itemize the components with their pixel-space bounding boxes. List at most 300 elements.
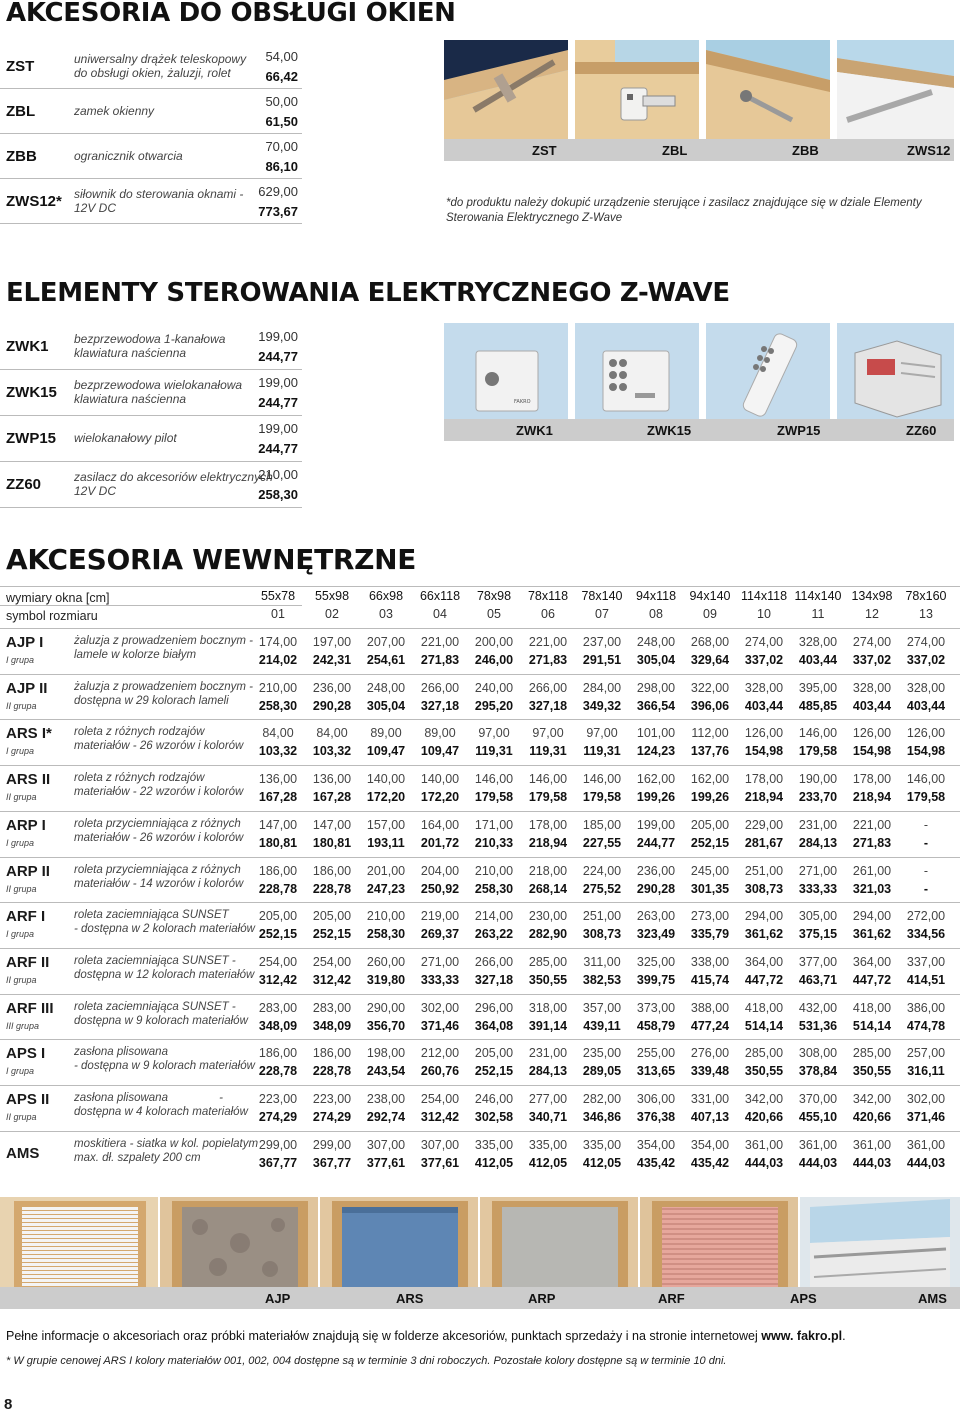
price-net-cell: 294,00: [744, 909, 784, 924]
price-gross-cell: 412,05: [474, 1155, 514, 1170]
product-description: [74, 863, 254, 891]
price-gross-cell: 356,70: [366, 1018, 406, 1033]
price-gross-cell: 361,62: [852, 927, 892, 942]
price-net-cell: 162,00: [690, 772, 730, 787]
price-net-cell: 97,00: [586, 726, 618, 741]
price-gross-cell: 119,31: [475, 744, 513, 759]
price-gross-cell: 485,85: [798, 698, 838, 713]
price-net-cell: 342,00: [852, 1092, 892, 1106]
footer-website-link[interactable]: www. fakro.pl: [761, 1329, 843, 1343]
product-description-line: roleta z różnych rodzajów: [74, 772, 205, 785]
zwk1-device-text: FAKRO: [514, 399, 531, 405]
price-net-cell: 361,00: [744, 1137, 784, 1152]
blind-slat: [22, 1223, 138, 1226]
price-net-cell: 136,00: [258, 772, 298, 787]
price-net-cell: 205,00: [474, 1046, 514, 1061]
blind-slat: [22, 1215, 138, 1218]
column-header-symbol: 08: [649, 607, 663, 621]
table-header-label-dimensions: wymiary okna [cm]: [6, 591, 110, 605]
blind-slat: [22, 1243, 138, 1246]
price-gross-cell: 137,76: [690, 744, 730, 759]
price-gross-cell: 377,61: [420, 1155, 460, 1170]
footer-info: [6, 1329, 846, 1343]
price-net-cell: 354,00: [636, 1137, 676, 1152]
photo-zws12: [837, 40, 954, 139]
photo-label-zwk15: ZWK15: [647, 423, 692, 438]
column-header-size: 94x118: [635, 589, 677, 603]
photo-ars: [160, 1197, 318, 1287]
price-net-cell: 305,00: [798, 909, 838, 924]
blind-slat: [22, 1259, 138, 1262]
price-gross-cell: 252,15: [690, 835, 730, 850]
price-net-cell: 164,00: [420, 817, 460, 832]
price-gross-cell: 179,58: [906, 790, 946, 805]
column-header-size: 55x98: [314, 589, 350, 603]
product-description: [74, 378, 242, 406]
price-net-cell: 157,00: [366, 817, 406, 832]
table-row: [0, 994, 960, 1040]
price-net-cell: 318,00: [528, 1000, 568, 1015]
price-gross: 61,50: [265, 113, 298, 129]
product-description-line: zasilacz do akcesoriów elektrycznych: [74, 470, 273, 484]
table-row: [0, 765, 960, 811]
photo-zbb: [706, 40, 830, 139]
price-net-cell: 84,00: [316, 726, 348, 741]
price-net-cell: 178,00: [528, 817, 568, 832]
price-net-cell: 299,00: [258, 1137, 298, 1152]
blind-slat: [22, 1275, 138, 1278]
price-net-cell: 325,00: [636, 954, 676, 969]
price-net-cell: 205,00: [258, 909, 298, 924]
price-net-cell: 299,00: [312, 1137, 352, 1152]
price-net-cell: 236,00: [636, 863, 676, 878]
price-gross-cell: 447,72: [744, 972, 784, 987]
price-gross-cell: 447,72: [852, 972, 892, 987]
price-gross-cell: 531,36: [798, 1018, 838, 1033]
price-net-cell: 311,00: [583, 954, 621, 969]
price-gross-cell: 377,61: [366, 1155, 406, 1170]
photo-label-zz60: ZZ60: [906, 423, 937, 438]
price-net-cell: 274,00: [906, 635, 946, 649]
table-row: [0, 674, 960, 720]
column-header-size: 66x118: [419, 589, 461, 603]
price-gross-cell: 403,44: [744, 698, 784, 713]
price-net-cell: 290,00: [366, 1000, 406, 1015]
photo-zwk15: [575, 323, 699, 419]
price-net-cell: 276,00: [690, 1046, 730, 1061]
price-gross-cell: 275,52: [582, 881, 622, 896]
price-net-cell: 268,00: [690, 635, 730, 649]
price-net-cell: 199,00: [636, 817, 676, 832]
section-title-interior: AKCESORIA WEWNĘTRZNE: [6, 543, 417, 576]
price-gross-cell: 291,51: [582, 653, 622, 667]
table-row: [0, 1085, 960, 1131]
section-title-window-accessories: AKCESORIA DO OBSŁUGI OKIEN: [6, 0, 456, 28]
product-description-line: roleta zaciemniająca SUNSET -: [74, 954, 236, 967]
price-net-cell: 251,00: [582, 909, 622, 924]
price-gross-cell: 180,81: [312, 835, 352, 850]
price-gross-cell: 335,79: [690, 927, 730, 942]
price-gross-cell: 179,58: [582, 790, 622, 805]
price-net-cell: 89,00: [424, 726, 456, 741]
footer-note: * W grupie cenowej ARS I kolory materiałów 001, 002, 004 dostępne są w terminie 3 dni roboczych. Pozostałe kolory dostępne są w terminie 10 dni.: [6, 1355, 727, 1367]
product-description-line: materiałów - 26 wzorów i kolorów: [74, 740, 244, 753]
price-gross-cell: 337,02: [906, 653, 946, 667]
product-code: AMS: [6, 1144, 40, 1162]
product-description: [74, 1137, 259, 1165]
price-gross-cell: 269,37: [420, 927, 460, 942]
price-net-cell: 126,00: [852, 726, 892, 741]
product-description-line: bezprzewodowa wielokanałowa: [74, 378, 243, 392]
price-gross-cell: 407,13: [690, 1110, 730, 1124]
price-gross-cell: 242,31: [312, 653, 352, 667]
price-gross-cell: 154,98: [852, 744, 892, 759]
table-row: [0, 811, 960, 857]
product-photos-zwave: [444, 323, 954, 441]
column-header-size: 94x140: [689, 589, 731, 603]
price-gross-cell: 172,20: [420, 790, 460, 805]
price-gross-cell: 316,11: [907, 1064, 945, 1079]
price-net-cell: 302,00: [420, 1000, 460, 1015]
product-code: APS II: [6, 1091, 50, 1108]
price-gross-cell: 348,09: [312, 1018, 352, 1033]
price-net-cell: 361,00: [798, 1137, 838, 1152]
price-net-cell: 186,00: [312, 863, 352, 878]
product-description: [74, 104, 154, 118]
price-net-cell: 126,00: [744, 726, 784, 741]
price-net-cell: 251,00: [744, 863, 784, 878]
blind-slat: [22, 1255, 138, 1258]
column-header-symbol: 04: [433, 607, 447, 621]
price-net-cell: 219,00: [420, 909, 460, 924]
price-gross: 244,77: [258, 349, 298, 364]
price-gross-cell: 281,67: [744, 835, 784, 850]
price-net-cell: 285,00: [852, 1046, 892, 1061]
price-gross-cell: 295,20: [474, 698, 514, 713]
price-gross-cell: 179,58: [474, 790, 514, 805]
section-title-zwave: ELEMENTY STEROWANIA ELEKTRYCZNEGO Z-WAVE: [6, 278, 730, 308]
price-gross-cell: 463,71: [798, 972, 838, 987]
column-header-size: 134x98: [851, 589, 893, 603]
price-net-cell: 377,00: [798, 954, 838, 969]
column-header-size: 78x140: [581, 589, 623, 603]
table-row: [0, 628, 960, 674]
price-net-cell: 171,00: [474, 817, 514, 832]
price-net-cell: -: [923, 863, 929, 878]
price-gross-cell: 514,14: [744, 1018, 784, 1033]
price-net-cell: 266,00: [528, 680, 568, 695]
price-gross-cell: 119,31: [529, 744, 567, 759]
price-gross-cell: 119,31: [583, 744, 621, 759]
price-gross-cell: 263,22: [474, 927, 514, 942]
price-net-cell: 361,00: [906, 1137, 946, 1152]
table-row: [0, 719, 960, 765]
price-net-cell: 146,00: [582, 772, 622, 787]
price-net: 199,00: [258, 375, 298, 390]
price-net-cell: 322,00: [690, 680, 730, 695]
product-description: [74, 680, 254, 708]
price-gross-cell: 167,28: [258, 790, 298, 805]
blind-slat: [22, 1247, 138, 1250]
price-gross-cell: 349,32: [582, 698, 622, 713]
product-code: ZZ60: [6, 476, 42, 493]
photo-zst: [444, 40, 568, 139]
photo-label-ajp: AJP: [265, 1291, 291, 1306]
price-gross-cell: 312,42: [312, 972, 352, 987]
price-gross-cell: 214,02: [258, 653, 298, 667]
price-gross-cell: 301,35: [690, 881, 730, 896]
price-net-cell: 328,00: [798, 635, 838, 649]
photo-arf: [480, 1197, 638, 1287]
product-description-line: dostępna w 29 kolorach lameli: [74, 694, 229, 707]
product-description-line: zasłona plisowana -: [74, 1092, 223, 1104]
blind-slat: [22, 1271, 138, 1274]
price-net-cell: 335,00: [528, 1137, 568, 1152]
price-net-cell: 162,00: [636, 772, 676, 787]
price-net-cell: 266,00: [474, 954, 514, 969]
product-description-line: klawiatura naścienna: [74, 346, 187, 360]
price-gross-cell: 420,66: [852, 1110, 892, 1124]
price-net-cell: 386,00: [906, 1000, 946, 1015]
product-description-line: roleta zaciemniająca SUNSET -: [74, 1000, 236, 1013]
price-net-cell: 298,00: [636, 680, 676, 695]
page-number: 8: [4, 1396, 13, 1413]
price-gross-cell: 252,15: [312, 927, 352, 942]
price-net-cell: 373,00: [636, 1000, 676, 1015]
product-code: ARF II: [6, 953, 50, 971]
product-description: [74, 817, 254, 845]
price-net-cell: 112,00: [691, 726, 729, 741]
price-gross-cell: 284,13: [528, 1064, 568, 1079]
product-description-line: dostępna w 4 kolorach materiałów: [74, 1106, 248, 1118]
price-net-cell: 214,00: [474, 909, 514, 924]
product-photos-window-accessories: [444, 40, 954, 162]
price-gross-cell: 271,83: [852, 835, 892, 850]
product-description-line: materiałów - 14 wzorów i kolorów: [74, 877, 244, 890]
price-gross-cell: -: [923, 881, 929, 896]
price-net-cell: 205,00: [690, 817, 730, 832]
column-header-symbol: 09: [703, 607, 717, 621]
price-gross-cell: 378,84: [798, 1064, 838, 1079]
price-gross-cell: 477,24: [690, 1018, 730, 1033]
price-net-cell: 246,00: [474, 1092, 514, 1106]
price-gross-cell: 444,03: [798, 1155, 838, 1170]
price-net-cell: 229,00: [744, 817, 784, 832]
price-gross-cell: 167,28: [312, 790, 352, 805]
product-description: [74, 634, 254, 662]
blind-slat: [22, 1239, 138, 1242]
price-net-cell: 272,00: [906, 909, 946, 924]
price-gross-cell: 327,18: [474, 972, 514, 987]
column-header-size: 78x118: [527, 589, 569, 603]
price-net-cell: 136,00: [312, 772, 352, 787]
price-gross-cell: 218,94: [528, 835, 568, 850]
price-net-cell: 89,00: [370, 726, 402, 741]
price-gross-cell: 290,28: [312, 698, 352, 713]
product-description-line: 12V DC: [74, 484, 117, 498]
price-net-cell: 224,00: [582, 863, 622, 878]
price-net-cell: 361,00: [852, 1137, 892, 1152]
price-gross-cell: 367,77: [258, 1155, 298, 1170]
column-header-symbol: 07: [595, 607, 609, 621]
price-net-cell: 285,00: [744, 1046, 784, 1061]
price-gross-cell: 414,51: [906, 972, 946, 987]
price-net-cell: 223,00: [312, 1092, 352, 1106]
price-net-cell: 274,00: [852, 635, 892, 649]
price-gross-cell: 458,79: [636, 1018, 676, 1033]
price-gross-cell: 302,58: [474, 1110, 514, 1124]
product-description-line: lamele w kolorze białym: [74, 649, 197, 661]
price-gross: 66,42: [265, 68, 298, 84]
photo-label-aps: APS: [790, 1291, 817, 1306]
price-net-cell: 245,00: [690, 863, 730, 878]
price-net: 50,00: [265, 93, 298, 109]
product-description: [74, 187, 243, 215]
price-net-cell: 198,00: [366, 1046, 406, 1061]
price-gross-cell: 103,32: [312, 744, 352, 759]
price-net-cell: 205,00: [312, 909, 352, 924]
photo-ams: [800, 1197, 960, 1287]
price-group: II grupa: [6, 792, 37, 803]
price-net-cell: 418,00: [852, 1000, 892, 1015]
product-description: [74, 431, 177, 445]
price-net-cell: 294,00: [852, 909, 892, 924]
price-net-cell: 274,00: [744, 635, 784, 649]
price-gross-cell: 435,42: [690, 1155, 730, 1170]
product-code: ZWS12*: [6, 192, 62, 210]
price-gross-cell: 371,46: [906, 1110, 946, 1124]
price-gross-cell: 292,74: [366, 1110, 406, 1124]
price-net-cell: 126,00: [906, 726, 946, 741]
product-description-line: żaluzja z prowadzeniem bocznym -: [74, 635, 253, 647]
price-net-cell: 84,00: [262, 726, 294, 741]
price-gross: 244,77: [258, 441, 298, 456]
price-gross-cell: 444,03: [744, 1155, 784, 1170]
product-description-line: moskitiera - siatka w kol. popielatym: [74, 1137, 259, 1150]
photo-label-zwp15: ZWP15: [777, 423, 821, 438]
photo-label-zst: ZST: [532, 143, 557, 158]
product-description-line: zasłona plisowana: [74, 1046, 168, 1059]
price-gross-cell: 403,44: [852, 698, 892, 713]
price-gross-cell: 334,56: [906, 927, 946, 942]
product-row: [0, 416, 302, 462]
price-net-cell: 255,00: [636, 1046, 676, 1061]
column-header-symbol: 01: [271, 607, 285, 621]
price-net-cell: 146,00: [474, 772, 514, 787]
price-gross-cell: 312,42: [258, 972, 298, 987]
price-net-cell: 197,00: [312, 635, 352, 649]
product-description: [74, 332, 225, 360]
table-header-subrule: [0, 605, 302, 606]
product-description-line: siłownik do sterowania oknami -: [74, 186, 244, 201]
price-group: II grupa: [6, 974, 37, 985]
price-gross-cell: 227,55: [582, 835, 622, 850]
price-net-cell: 201,00: [366, 863, 406, 878]
price-net-cell: 263,00: [636, 909, 676, 924]
price-net-cell: 97,00: [532, 726, 564, 741]
product-description: [74, 149, 183, 163]
table-row: [0, 948, 960, 994]
product-description-line: wielokanałowy pilot: [74, 431, 177, 445]
photo-aps: [640, 1197, 798, 1287]
blind-slat: [22, 1251, 138, 1254]
price-gross-cell: 282,90: [528, 927, 568, 942]
price-gross-cell: 290,28: [636, 881, 676, 896]
price-gross-cell: 403,44: [798, 653, 838, 667]
price-net-cell: 210,00: [366, 909, 406, 924]
price-net-cell: 337,00: [906, 954, 946, 969]
photo-zz60: [837, 323, 954, 419]
product-description-line: ogranicznik otwarcia: [74, 148, 183, 163]
product-description: [74, 908, 254, 936]
price-gross-cell: 180,81: [258, 835, 298, 850]
table-row: [0, 857, 960, 903]
section1-footnote: *do produktu należy dokupić urządzenie sterujące i zasilacz znajdujące się w dziale Elementy Sterowania Elektrycznego Z-Wave: [446, 197, 922, 224]
price-gross-cell: 308,73: [744, 881, 784, 896]
blind-slat: [22, 1267, 138, 1270]
price-gross-cell: 371,46: [420, 1018, 460, 1033]
price-gross-cell: 179,58: [798, 744, 838, 759]
price-gross-cell: 412,05: [528, 1155, 568, 1170]
price-gross-cell: 327,18: [528, 698, 568, 713]
product-description-line: roleta z różnych rodzajów: [74, 726, 205, 739]
price-net-cell: 271,00: [798, 863, 838, 878]
price-net-cell: 240,00: [474, 680, 514, 695]
price-net-cell: 140,00: [366, 772, 406, 787]
table-row: [0, 1131, 960, 1177]
price-net-cell: 283,00: [258, 1000, 298, 1015]
price-gross-cell: 305,04: [366, 698, 406, 713]
price-net-cell: 254,00: [258, 954, 298, 969]
price-gross-cell: 376,38: [636, 1110, 676, 1124]
blind-slat: [22, 1263, 138, 1266]
product-description: [74, 725, 254, 753]
price-gross-cell: 268,14: [528, 881, 568, 896]
price-net-cell: 140,00: [420, 772, 460, 787]
product-description-line: do obsługi okien, żaluzji, rolet: [74, 65, 231, 80]
price-net-cell: 260,00: [366, 954, 406, 969]
product-description-line: klawiatura naścienna: [74, 392, 187, 406]
price-group: II grupa: [6, 700, 37, 711]
price-group: I grupa: [6, 929, 35, 940]
photo-label-arf: ARF: [658, 1291, 685, 1306]
price-gross-cell: 199,26: [636, 790, 676, 805]
table-row: [0, 902, 960, 948]
photo-label-ars: ARS: [396, 1291, 424, 1306]
price-gross-cell: 308,73: [582, 927, 622, 942]
price-gross-cell: 339,48: [690, 1064, 730, 1079]
price-net-cell: 248,00: [366, 680, 406, 695]
photo-zbl: [575, 40, 699, 139]
price-net: 210,00: [258, 467, 298, 482]
price-net-cell: 236,00: [312, 680, 352, 695]
price-net-cell: 200,00: [474, 635, 514, 649]
product-description: [74, 771, 254, 799]
product-row: [0, 89, 302, 134]
price-net: 70,00: [265, 138, 298, 154]
column-header-size: 55x78: [260, 589, 296, 603]
product-code: APS I: [6, 1045, 46, 1063]
price-gross-cell: 199,26: [690, 790, 730, 805]
product-row: [0, 134, 302, 179]
blind-slat: [22, 1207, 138, 1210]
price-gross-cell: 274,29: [312, 1110, 352, 1124]
price-gross-cell: 154,98: [906, 744, 946, 759]
price-net-cell: 254,00: [420, 1092, 460, 1106]
price-gross-cell: 124,23: [636, 744, 676, 759]
price-group: I grupa: [6, 746, 35, 757]
photo-label-arp: ARP: [528, 1291, 556, 1306]
